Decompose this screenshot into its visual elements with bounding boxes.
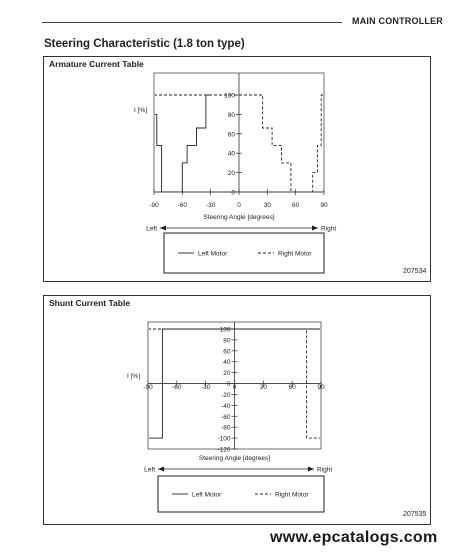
x-tick-label: 60 [292, 202, 300, 209]
y-tick-label: 20 [227, 170, 235, 178]
y-tick-label: 40 [223, 359, 231, 367]
y-tick-label: 0 [226, 381, 231, 389]
y-tick-label: 60 [227, 131, 235, 139]
y-tick-label: -60 [221, 413, 231, 421]
x-tick-label: -90 [149, 202, 159, 209]
y-tick-label: 80 [227, 111, 235, 119]
header-rule [42, 22, 342, 23]
legend-label: Right Motor [278, 250, 312, 258]
legend-label: Right Motor [275, 491, 309, 499]
y-tick-label: 40 [227, 150, 235, 158]
x-tick-label: 30 [259, 384, 267, 391]
legend-label: Left Motor [192, 491, 222, 499]
shunt-panel [43, 295, 431, 525]
direction-left-label: Left [146, 225, 157, 233]
armature-chart [44, 57, 430, 281]
x-tick-label: -90 [143, 384, 153, 391]
shunt-chart [44, 296, 430, 524]
y-tick-label: -40 [221, 402, 231, 410]
x-tick-label: 30 [263, 202, 271, 209]
x-axis-label: Steering Angle [degrees] [203, 214, 275, 221]
y-tick-label: -80 [221, 424, 231, 432]
y-tick-label: -120 [217, 446, 231, 454]
arrow-right-icon [312, 226, 318, 231]
arrow-left-icon [160, 226, 166, 231]
x-tick-label: -60 [172, 384, 182, 391]
left-motor-series-line [154, 95, 211, 192]
arrow-right-icon [308, 467, 314, 472]
y-tick-label: 60 [223, 348, 231, 356]
x-tick-label: 90 [320, 202, 328, 209]
direction-right-label: Right [317, 466, 333, 474]
y-tick-label: 0 [231, 189, 235, 197]
legend-label: Left Motor [198, 250, 228, 258]
shunt-figure-id: 207535 [403, 511, 427, 518]
x-tick-label: -60 [177, 202, 188, 209]
direction-left-label: Left [144, 466, 155, 474]
y-tick-label: -100 [217, 435, 231, 443]
x-tick-label: -30 [200, 384, 211, 391]
y-axis-label: I [%] [127, 373, 141, 380]
y-tick-label: 80 [223, 337, 231, 345]
y-tick-label: 100 [219, 326, 231, 334]
x-tick-label: -30 [205, 202, 216, 209]
page-title: Steering Characteristic (1.8 ton type) [44, 38, 245, 50]
arrow-left-icon [158, 467, 164, 472]
x-axis-label: Steering Angle [degrees] [198, 455, 271, 462]
shunt-panel-title: Shunt Current Table [49, 298, 131, 308]
armature-figure-id: 207534 [403, 268, 427, 275]
x-tick-label: 60 [288, 384, 296, 391]
x-tick-label: 0 [237, 202, 241, 209]
armature-panel-title: Armature Current Table [49, 59, 144, 69]
x-tick-label: 0 [232, 384, 237, 391]
y-axis-label: I [%] [134, 107, 148, 114]
x-tick-label: 90 [317, 384, 325, 391]
y-tick-label: 20 [223, 370, 231, 378]
section-header: MAIN CONTROLLER [352, 16, 443, 26]
armature-panel [43, 56, 431, 282]
y-tick-label: 100 [224, 92, 235, 100]
watermark-text: www.epcatalogs.com [270, 529, 438, 546]
y-tick-label: -20 [221, 391, 231, 399]
direction-right-label: Right [321, 225, 337, 233]
